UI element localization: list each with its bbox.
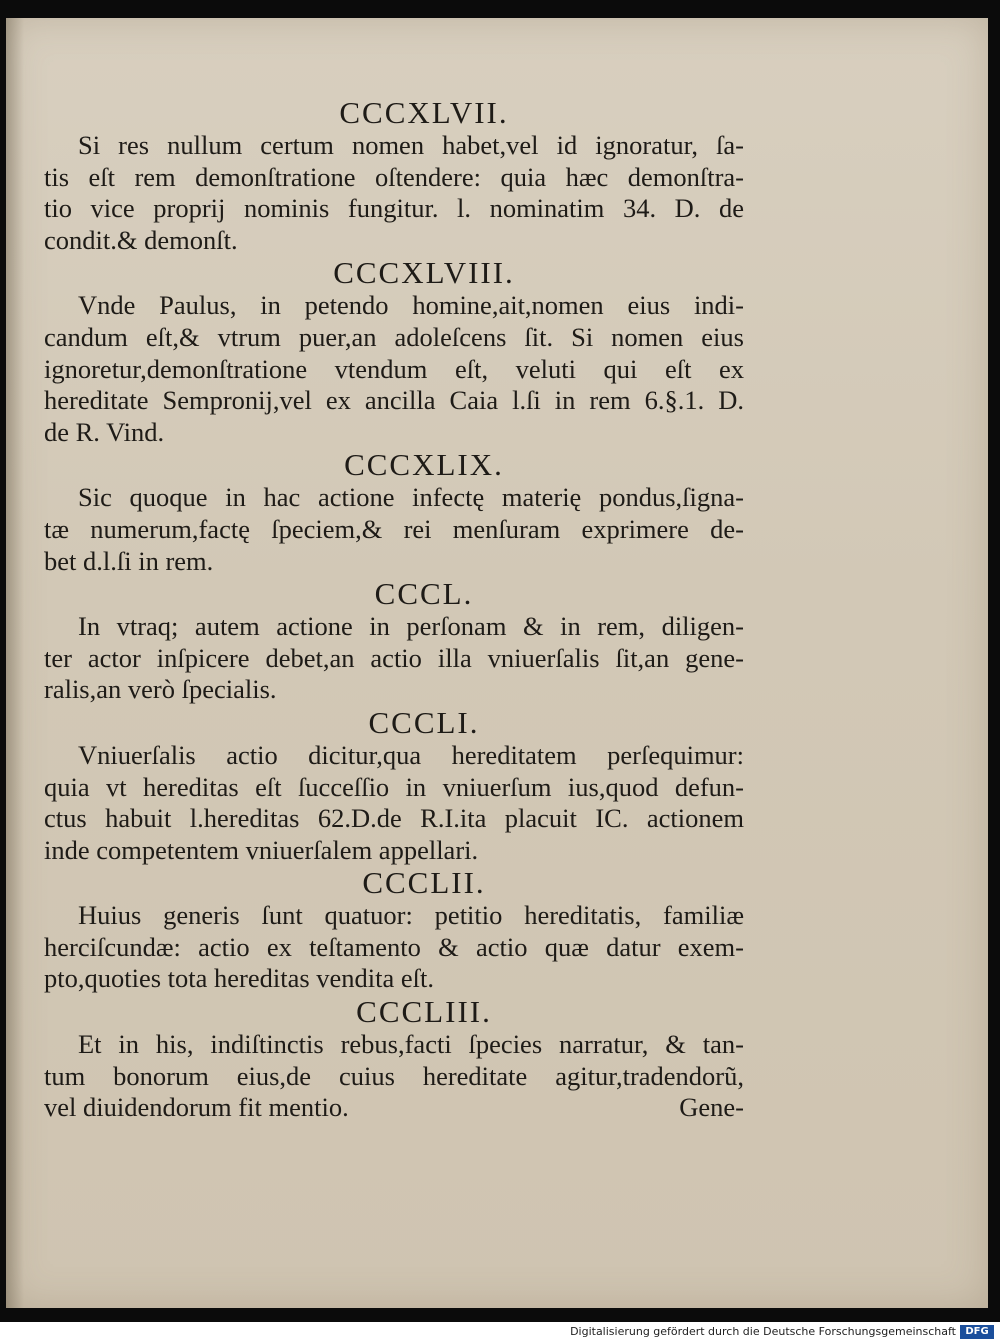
text-line: Huius generis ſunt quatuor: petitio hereditatis, familiæ — [78, 900, 744, 931]
section-heading: CCCXLVIII. — [333, 255, 515, 291]
section-heading: CCCLIII. — [356, 994, 492, 1030]
text-line: pto,quoties tota hereditas vendita eſt. — [44, 963, 435, 994]
text-line: candum eſt,& vtrum puer,an adoleſcens ſit. Si nomen eius — [44, 321, 744, 352]
text-line: In vtraq; autem actione in perſonam & in rem, diligen- — [78, 611, 744, 642]
funding-credit: Digitalisierung gefördert durch die Deutsche Forschungsgemeinschaft — [570, 1325, 956, 1338]
text-line: inde competentem vniuerſalem appellari. — [44, 834, 479, 865]
text-line: ignoretur,demonſtratione vtendum eſt, veluti qui eſt ex — [44, 353, 744, 384]
text-line: vel diuidendorum fit mentio. — [44, 1092, 349, 1123]
text-line: ctus habuit l.hereditas 62.D.de R.I.ita placuit IC. actionem — [44, 803, 744, 834]
text-line: tio vice proprij nominis fungitur. l. nominatim 34. D. de — [44, 193, 744, 224]
text-line: tæ numerum,factę ſpeciem,& rei menſuram exprimere de- — [44, 513, 744, 544]
text-line: Vnde Paulus, in petendo homine,ait,nomen eius indi- — [78, 290, 744, 321]
catchword: Gene- — [679, 1092, 744, 1123]
book-page — [6, 18, 988, 1308]
section-heading: CCCXLVII. — [339, 95, 509, 130]
text-line: hereditate Sempronij,vel ex ancilla Caia l.ſi in rem 6.§.1. D. — [44, 385, 744, 416]
text-line: ter actor inſpicere debet,an actio illa vniuerſalis ſit,an gene- — [44, 642, 744, 673]
text-line: bet d.l.ſi in rem. — [44, 545, 214, 576]
text-line: Et in his, indiſtinctis rebus,facti ſpecies narratur, & tan- — [78, 1029, 744, 1060]
section-heading: CCCL. — [374, 576, 474, 612]
text-line: Si res nullum certum nomen habet,vel id ignoratur, ſa- — [78, 130, 744, 160]
text-line: herciſcundæ: actio ex teſtamento & actio quæ datur exem- — [44, 931, 744, 962]
text-line: Sic quoque in hac actione infectę materię pondus,ſigna- — [78, 482, 744, 513]
section-heading: CCCLI. — [368, 704, 480, 740]
last-line — [44, 1092, 744, 1124]
section-heading: CCCLII. — [362, 865, 486, 901]
footer-bar — [0, 1322, 1000, 1342]
page-text — [44, 96, 744, 1124]
text-line: de R. Vind. — [44, 416, 165, 447]
text-line: Vniuerſalis actio dicitur,qua hereditatem perſequimur: — [78, 739, 744, 770]
text-line: tum bonorum eius,de cuius hereditate agitur,tradendorũ, — [44, 1060, 744, 1091]
text-line: condit.& demonſt. — [44, 224, 238, 255]
text-line: quia vt hereditas eſt ſucceſſio in vniuerſum ius,quod defun- — [44, 771, 744, 802]
text-line: tis eſt rem demonſtratione oſtendere: quia hæc demonſtra- — [44, 161, 744, 192]
dfg-logo-icon[interactable]: DFG — [960, 1325, 994, 1339]
section-heading: CCCXLIX. — [344, 447, 504, 483]
text-line: ralis,an verò ſpecialis. — [44, 674, 277, 705]
